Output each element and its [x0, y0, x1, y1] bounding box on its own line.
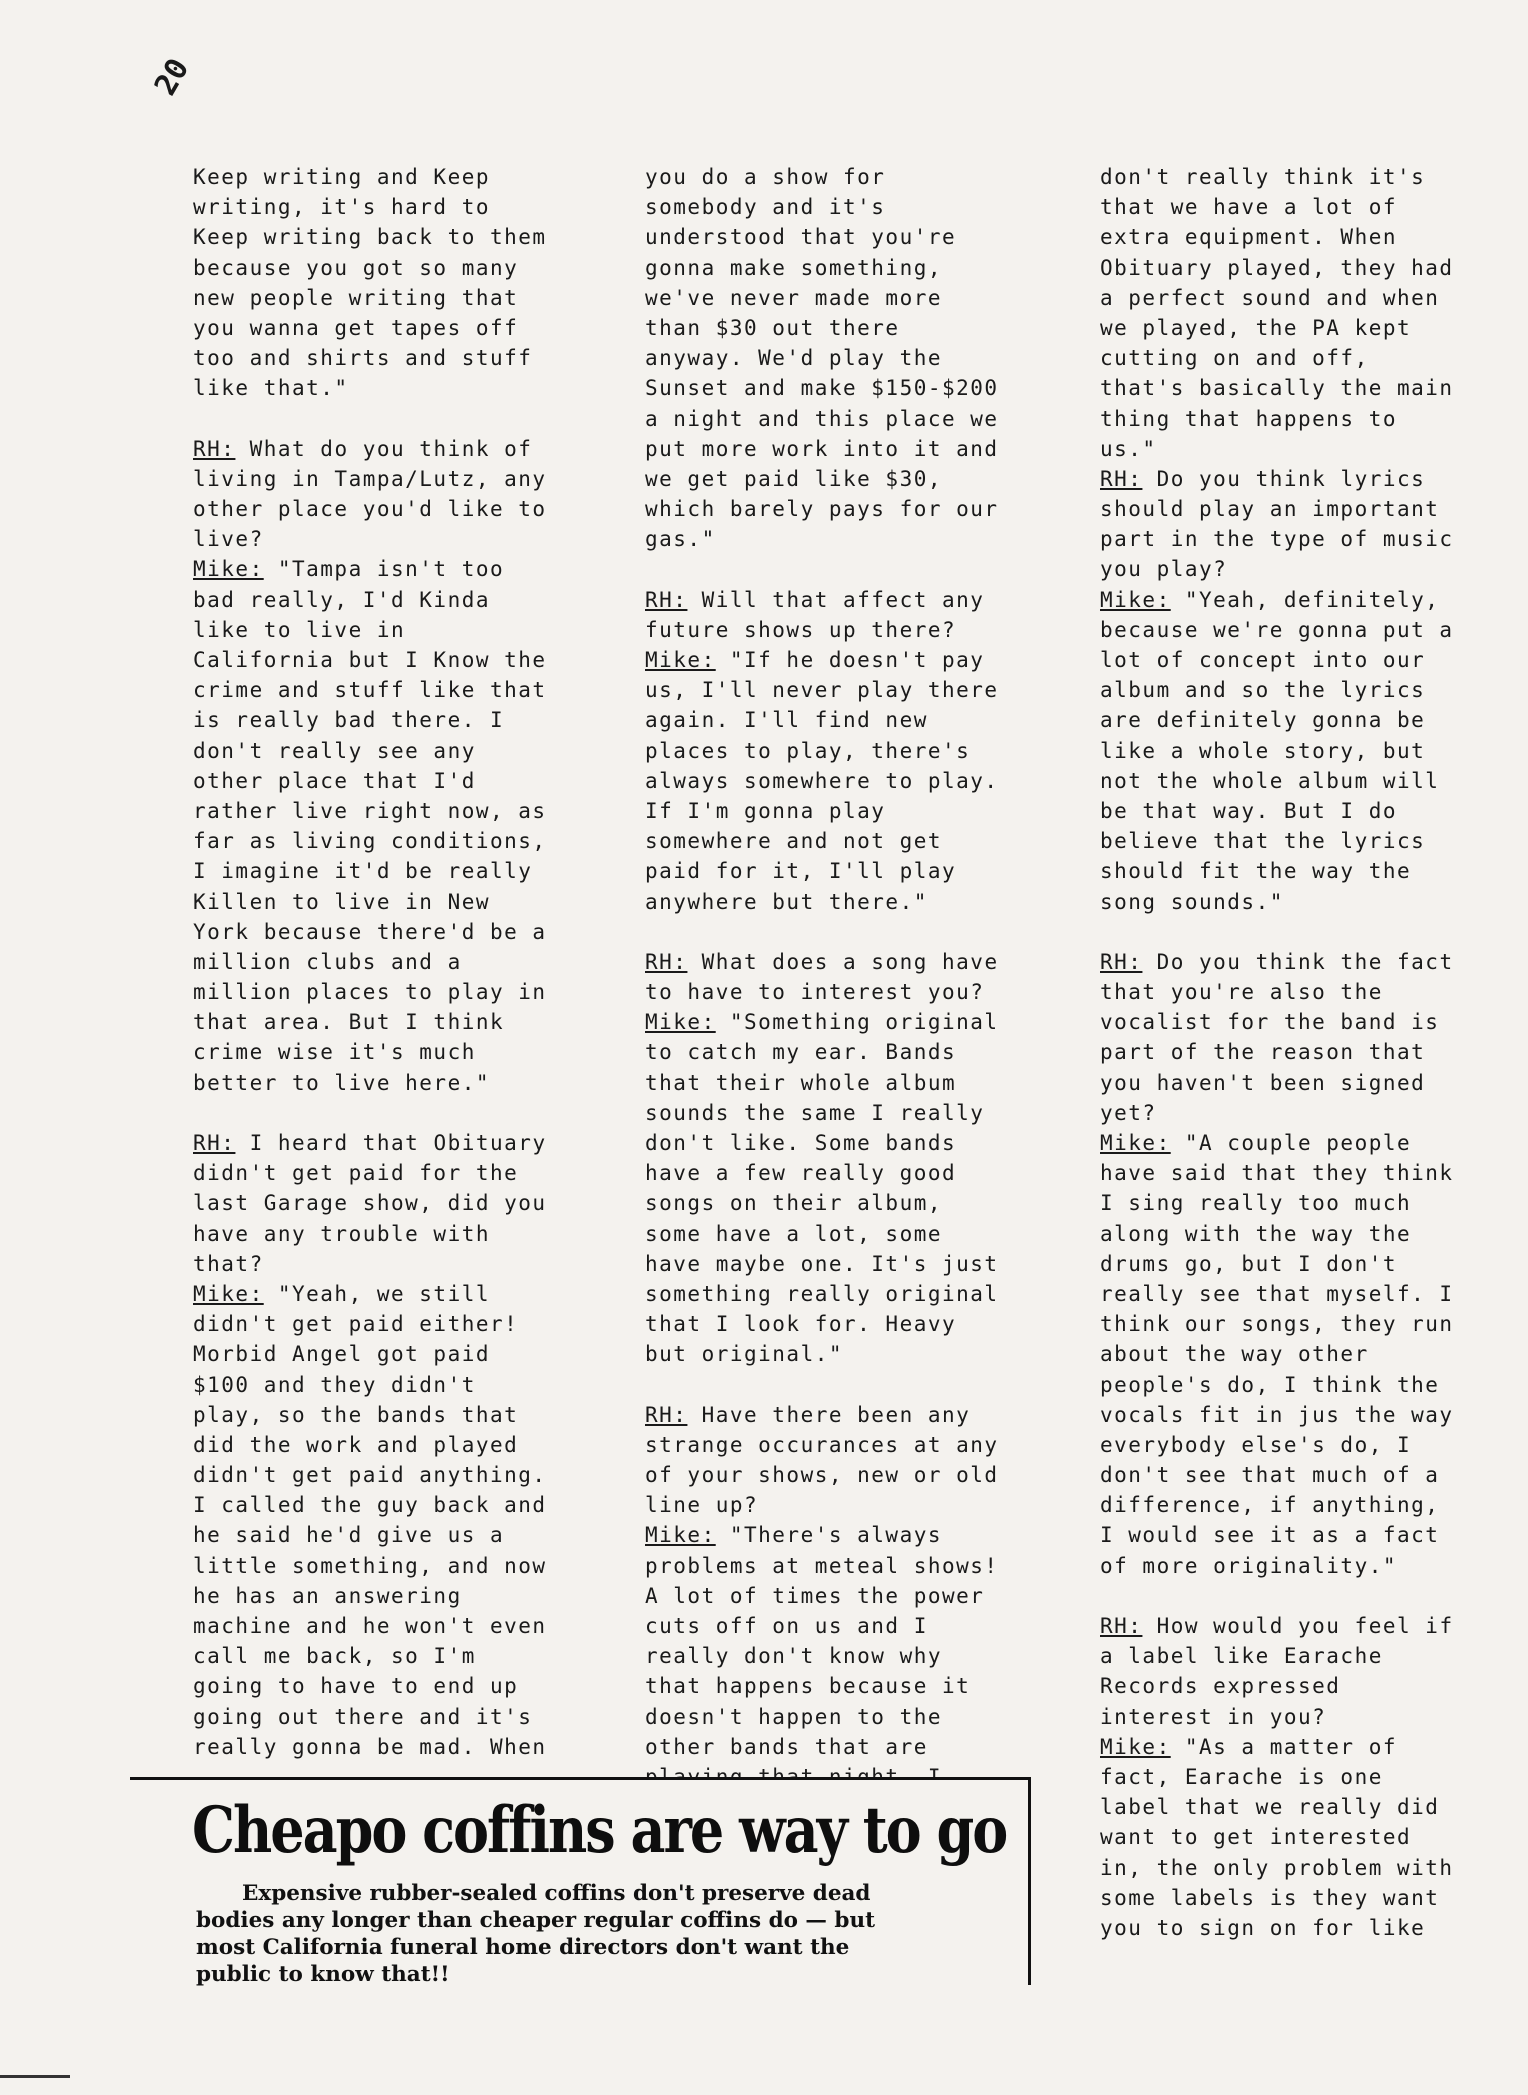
text-line: to catch my ear. Bands: [645, 1040, 957, 1065]
text-line: you do a show for: [645, 165, 886, 189]
text-line: of more originality.": [1100, 1553, 1398, 1578]
text-line: that you're also the: [1100, 980, 1383, 1005]
speaker-tag: Mike:: [1100, 1734, 1171, 1759]
text-line: like a whole story, but: [1100, 738, 1426, 763]
text-line: we've never made more: [645, 285, 943, 310]
text-line: machine and he won't even: [193, 1614, 547, 1638]
speaker-tag: RH:: [645, 1402, 688, 1427]
speaker-tag: Mike:: [645, 648, 716, 672]
text-line: Mike: "If he doesn't pay: [645, 648, 985, 672]
clipping-line: Expensive rubber-sealed coffins don't preserve dead: [242, 1881, 871, 1906]
speaker-tag: Mike:: [193, 1281, 264, 1306]
text-line: are definitely gonna be: [1100, 708, 1426, 733]
text-line: Mike: "There's always: [645, 1523, 943, 1548]
page-edge-rule: [0, 2075, 70, 2078]
text-line: want to get interested: [1100, 1825, 1412, 1850]
text-line: didn't get paid anything.: [193, 1463, 547, 1488]
text-line: RH: Have there been any: [645, 1402, 971, 1427]
paragraph-gap: [645, 1370, 1085, 1400]
text-line: Mike: "Yeah, we still: [193, 1281, 491, 1306]
text-line: vocals fit in jus the way: [1100, 1402, 1454, 1427]
text-line: which barely pays for our: [645, 497, 999, 522]
text-line: you haven't been signed: [1100, 1070, 1426, 1095]
text-line: that?: [193, 1251, 264, 1276]
text-line: somebody and it's: [645, 195, 886, 220]
text-line: sounds the same I really: [645, 1100, 985, 1125]
clipping-body: [196, 1880, 986, 1988]
news-clipping: [130, 1777, 1031, 1985]
text-line: people's do, I think the: [1100, 1372, 1440, 1397]
speaker-tag: Mike:: [645, 1010, 716, 1035]
text-line: in, the only problem with: [1100, 1855, 1454, 1880]
text-line: RH: How would you feel if: [1100, 1614, 1454, 1638]
text-line: some have a lot, some: [645, 1221, 943, 1246]
speaker-tag: RH:: [1100, 1614, 1143, 1638]
text-line: you to sign on for like: [1100, 1915, 1426, 1940]
text-line: extra equipment. When: [1100, 225, 1398, 250]
paragraph-gap: [193, 1098, 633, 1128]
speaker-tag: Mike:: [645, 1523, 716, 1548]
text-line: last Garage show, did you: [193, 1191, 547, 1216]
text-line: put more work into it and: [645, 436, 999, 461]
text-line: always somewhere to play.: [645, 768, 999, 793]
text-line: have a few really good: [645, 1161, 957, 1186]
text-line: because you got so many: [193, 255, 519, 280]
text-line: RH: Do you think lyrics: [1100, 466, 1426, 491]
text-line: Records expressed: [1100, 1674, 1341, 1699]
text-line: other place you'd like to: [193, 497, 547, 522]
text-line: cuts off on us and I: [645, 1614, 928, 1638]
text-line: songs on their album,: [645, 1191, 943, 1216]
text-line: little something, and now: [193, 1553, 547, 1578]
text-line: that their whole album: [645, 1070, 957, 1095]
text-line: you wanna get tapes off: [193, 315, 519, 340]
text-line: I imagine it'd be really: [193, 859, 533, 884]
text-line: RH: Do you think the fact: [1100, 949, 1454, 974]
text-line: crime wise it's much: [193, 1040, 476, 1065]
text-line: Mike: "Yeah, definitely,: [1100, 587, 1440, 612]
text-line: Mike: "As a matter of: [1100, 1734, 1398, 1759]
text-line: part of the reason that: [1100, 1040, 1426, 1065]
text-line: million clubs and a: [193, 949, 462, 974]
text-line: problems at meteal shows!: [645, 1553, 999, 1578]
text-line: Mike: "Tampa isn't too: [193, 557, 505, 582]
text-line: again. I'll find new: [645, 708, 928, 733]
text-line: have any trouble with: [193, 1221, 491, 1246]
text-line: better to live here.": [193, 1070, 491, 1095]
text-line: about the way other: [1100, 1342, 1369, 1367]
text-line: something really original: [645, 1281, 999, 1306]
text-line: like to live in: [193, 617, 406, 642]
text-line: we get paid like $30,: [645, 466, 943, 491]
text-line: future shows up there?: [645, 617, 957, 642]
text-line: other place that I'd: [193, 768, 476, 793]
text-line: drums go, but I don't: [1100, 1251, 1398, 1276]
text-line: million places to play in: [193, 980, 547, 1005]
text-line: live?: [193, 527, 264, 552]
text-line: is really bad there. I: [193, 708, 505, 733]
page-number: 20: [148, 52, 197, 102]
text-line: song sounds.": [1100, 889, 1284, 914]
text-line: yet?: [1100, 1100, 1157, 1125]
text-line: that happens because it: [645, 1674, 971, 1699]
text-line: I would see it as a fact: [1100, 1523, 1440, 1548]
text-line: rather live right now, as: [193, 798, 547, 823]
text-column-2: [645, 162, 1085, 1792]
text-line: living in Tampa/Lutz, any: [193, 466, 547, 491]
text-line: everybody else's do, I: [1100, 1432, 1412, 1457]
text-line: us, I'll never play there: [645, 678, 999, 703]
text-line: than $30 out there: [645, 315, 900, 340]
text-line: Keep writing back to them: [193, 225, 547, 250]
text-line: Killen to live in New: [193, 889, 491, 914]
paragraph-gap: [193, 404, 633, 434]
text-line: that we have a lot of: [1100, 195, 1398, 220]
text-line: because we're gonna put a: [1100, 617, 1454, 642]
text-line: don't really think it's: [1100, 165, 1426, 189]
text-line: should play an important: [1100, 497, 1440, 522]
paragraph-gap: [1100, 1581, 1528, 1611]
text-line: that I look for. Heavy: [645, 1312, 957, 1337]
text-line: fact, Earache is one: [1100, 1764, 1383, 1789]
text-line: writing, it's hard to: [193, 195, 491, 220]
text-line: play, so the bands that: [193, 1402, 519, 1427]
text-line: don't really see any: [193, 738, 476, 763]
text-line: don't like. Some bands: [645, 1131, 957, 1155]
text-line: he said he'd give us a: [193, 1523, 505, 1548]
text-line: new people writing that: [193, 285, 519, 310]
clipping-line: most California funeral home directors don't want the: [196, 1935, 850, 1960]
text-line: think our songs, they run: [1100, 1312, 1454, 1337]
text-line: not the whole album will: [1100, 768, 1440, 793]
text-line: far as living conditions,: [193, 829, 547, 854]
text-line: cutting on and off,: [1100, 346, 1369, 371]
text-line: If I'm gonna play: [645, 798, 886, 823]
speaker-tag: Mike:: [1100, 1131, 1171, 1155]
text-line: too and shirts and stuff: [193, 346, 533, 371]
text-column-3: [1100, 162, 1528, 1943]
text-line: going out there and it's: [193, 1704, 533, 1729]
text-line: anywhere but there.": [645, 889, 928, 914]
text-line: really see that myself. I: [1100, 1281, 1454, 1306]
text-line: paid for it, I'll play: [645, 859, 957, 884]
text-line: anyway. We'd play the: [645, 346, 943, 371]
text-line: a night and this place we: [645, 406, 999, 431]
text-line: crime and stuff like that: [193, 678, 547, 703]
text-line: Morbid Angel got paid: [193, 1342, 491, 1367]
speaker-tag: RH:: [645, 949, 688, 974]
clipping-line: bodies any longer than cheaper regular coffins do — but: [196, 1908, 876, 1933]
text-line: somewhere and not get: [645, 829, 943, 854]
text-line: difference, if anything,: [1100, 1493, 1440, 1518]
text-line: interest in you?: [1100, 1704, 1327, 1729]
text-line: RH: What do you think of: [193, 436, 533, 461]
text-line: Mike: "Something original: [645, 1010, 999, 1035]
text-line: vocalist for the band is: [1100, 1010, 1440, 1035]
text-line: but original.": [645, 1342, 844, 1367]
speaker-tag: RH:: [193, 1131, 236, 1155]
text-line: strange occurances at any: [645, 1432, 999, 1457]
text-line: York because there'd be a: [193, 919, 547, 944]
text-line: us.": [1100, 436, 1157, 461]
text-line: really gonna be mad. When: [193, 1734, 547, 1759]
text-line: along with the way the: [1100, 1221, 1412, 1246]
text-line: didn't get paid for the: [193, 1161, 519, 1186]
text-line: part in the type of music: [1100, 527, 1454, 552]
text-line: he has an answering: [193, 1583, 462, 1608]
text-line: call me back, so I'm: [193, 1644, 476, 1669]
text-line: should fit the way the: [1100, 859, 1412, 884]
text-line: I called the guy back and: [193, 1493, 547, 1518]
text-line: Mike: "A couple people: [1100, 1131, 1412, 1155]
text-line: some labels is they want: [1100, 1885, 1440, 1910]
text-line: a label like Earache: [1100, 1644, 1383, 1669]
text-line: $100 and they didn't: [193, 1372, 476, 1397]
text-line: places to play, there's: [645, 738, 971, 763]
text-line: like that.": [193, 376, 349, 401]
text-line: that area. But I think: [193, 1010, 505, 1035]
text-line: I sing really too much: [1100, 1191, 1412, 1216]
text-line: RH: Will that affect any: [645, 587, 985, 612]
text-line: that's basically the main: [1100, 376, 1454, 401]
text-line: really don't know why: [645, 1644, 943, 1669]
text-line: Obituary played, they had: [1100, 255, 1454, 280]
text-line: you play?: [1100, 557, 1228, 582]
text-line: lot of concept into our: [1100, 648, 1426, 672]
text-line: be that way. But I do: [1100, 798, 1398, 823]
text-line: California but I Know the: [193, 648, 547, 672]
text-line: didn't get paid either!: [193, 1312, 519, 1337]
text-line: RH: What does a song have: [645, 949, 999, 974]
text-line: other bands that are: [645, 1734, 928, 1759]
text-line: don't see that much of a: [1100, 1463, 1440, 1488]
speaker-tag: Mike:: [1100, 587, 1171, 612]
text-line: a perfect sound and when: [1100, 285, 1440, 310]
text-line: gonna make something,: [645, 255, 943, 280]
paragraph-gap: [645, 554, 1085, 584]
text-line: understood that you're: [645, 225, 957, 250]
text-line: thing that happens to: [1100, 406, 1398, 431]
text-line: Sunset and make $150-$200: [645, 376, 999, 401]
text-line: gas.": [645, 527, 716, 552]
text-line: doesn't happen to the: [645, 1704, 943, 1729]
text-line: label that we really did: [1100, 1795, 1440, 1820]
paragraph-gap: [1100, 917, 1528, 947]
text-line: of your shows, new or old: [645, 1463, 999, 1488]
text-line: have maybe one. It's just: [645, 1251, 999, 1276]
text-line: believe that the lyrics: [1100, 829, 1426, 854]
text-line: line up?: [645, 1493, 759, 1518]
text-column-1: [193, 162, 633, 1762]
text-line: did the work and played: [193, 1432, 519, 1457]
text-line: Keep writing and Keep: [193, 165, 491, 189]
text-line: A lot of times the power: [645, 1583, 985, 1608]
clipping-line: public to know that!!: [196, 1962, 450, 1987]
text-line: going to have to end up: [193, 1674, 519, 1699]
speaker-tag: RH:: [193, 436, 236, 461]
text-line: to have to interest you?: [645, 980, 985, 1005]
speaker-tag: RH:: [1100, 466, 1143, 491]
text-line: RH: I heard that Obituary: [193, 1131, 547, 1155]
paragraph-gap: [645, 917, 1085, 947]
text-line: we played, the PA kept: [1100, 315, 1412, 340]
speaker-tag: Mike:: [193, 557, 264, 582]
text-line: have said that they think: [1100, 1161, 1454, 1186]
speaker-tag: RH:: [645, 587, 688, 612]
clipping-headline: Cheapo coffins are way to go: [192, 1792, 1007, 1868]
speaker-tag: RH:: [1100, 949, 1143, 974]
text-line: bad really, I'd Kinda: [193, 587, 491, 612]
text-line: album and so the lyrics: [1100, 678, 1426, 703]
